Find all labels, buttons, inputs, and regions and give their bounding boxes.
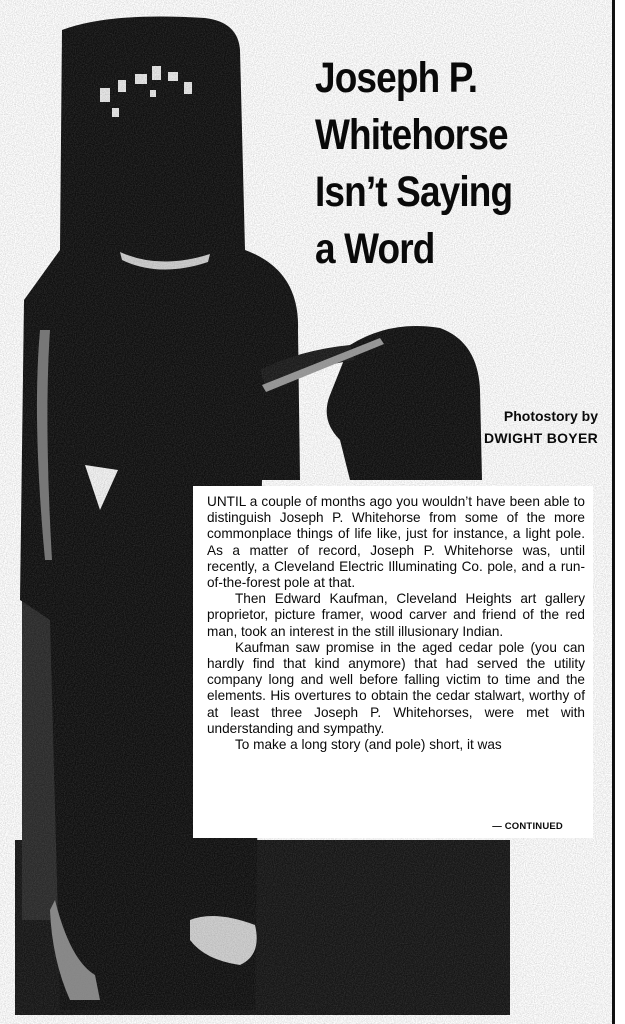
article-paragraph-4: To make a long story (and pole) short, it was [235, 737, 502, 753]
photo-credit [484, 405, 598, 449]
article-paragraph-1: UNTIL a couple of months ago you wouldn’t have been able to distinguish Joseph P. Whitehorse from some of the more commonplace things of life like, just for instance, a light pole. As a matter of record, Joseph P. Whitehorse was, until recently, a Cleveland Electric Illuminating Co. pole, and a run-of-the-forest pole at that. [207, 494, 585, 591]
headline-line-2: Whitehorse [315, 111, 508, 159]
page-edge-rule [612, 0, 615, 1024]
article-paragraph-3: Kaufman saw promise in the aged cedar pole (you can hardly find that kind anymore) that had served the utility company long and well before falling victim to time and the elements. His overtures to obtain the cedar stalwart, worthy of at least three Joseph P. Whitehorses, were met with understanding and sympathy. [207, 639, 585, 736]
headline-line-4: a Word [315, 225, 435, 273]
article-paragraph-2: Then Edward Kaufman, Cleveland Heights art gallery proprietor, picture framer, wood carver and friend of the red man, took an interest in the still illusionary Indian. [207, 591, 585, 639]
article-body [193, 486, 593, 838]
article-headline [315, 50, 564, 278]
headline-line-3: Isn’t Saying [315, 168, 513, 216]
credit-label: Photostory by [503, 408, 598, 424]
continued-marker: — CONTINUED [492, 821, 563, 832]
credit-name: DWIGHT BOYER [483, 430, 598, 446]
headline-line-1: Joseph P. [315, 54, 478, 102]
